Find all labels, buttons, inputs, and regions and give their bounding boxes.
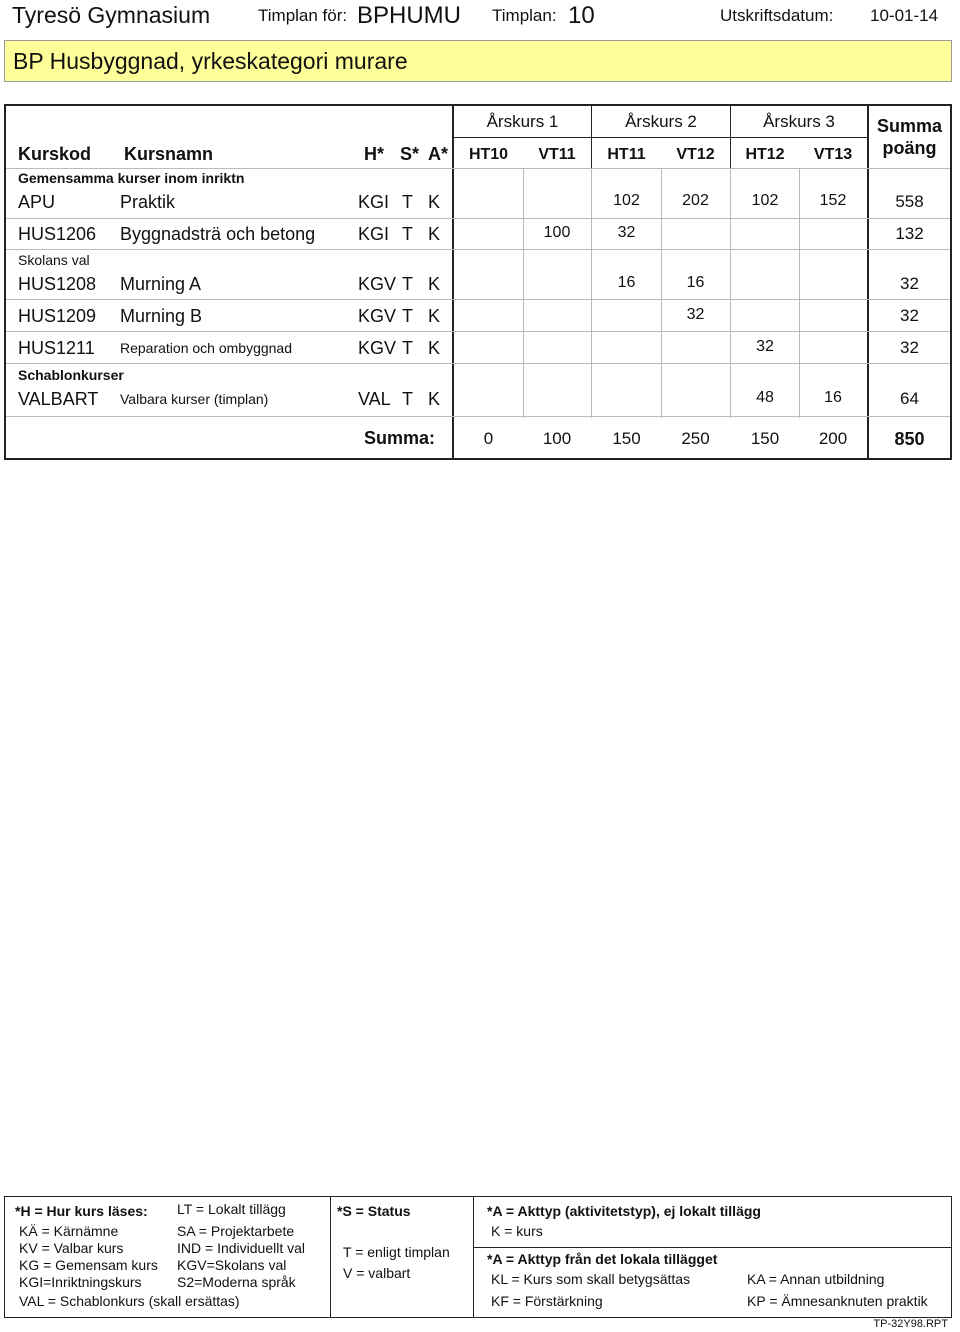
legend-a-title-local: *A = Akttyp från det lokala tillägget [487, 1251, 718, 1267]
s-header: S* [400, 144, 420, 164]
course-a: K [428, 192, 441, 212]
term-value: 32 [686, 306, 705, 323]
course-h: KGI [358, 224, 390, 244]
course-code: HUS1211 [18, 338, 95, 358]
section-gemensamma: Gemensamma kurser inom inriktn [18, 170, 245, 186]
a-header: A* [428, 144, 449, 164]
course-sum: 32 [900, 306, 919, 325]
grid-h [6, 249, 950, 250]
summa-term: 150 [612, 429, 641, 448]
course-h: KGV [358, 338, 397, 358]
term-header: VT13 [813, 146, 853, 163]
report-id: TP-32Y98.RPT [873, 1318, 948, 1330]
grid-h [6, 331, 950, 332]
legend-box [4, 1196, 952, 1318]
course-name: Valbara kurser (timplan) [120, 391, 269, 407]
course-sum: 558 [895, 192, 924, 211]
legend-item: LT = Lokalt tillägg [177, 1201, 286, 1217]
course-s: T [402, 224, 413, 244]
term-value: 16 [617, 274, 636, 291]
summa-term: 100 [542, 429, 572, 448]
course-name: Murning B [120, 306, 203, 326]
term-value: 16 [824, 389, 842, 406]
timeplan-value: 10 [568, 2, 595, 29]
legend-item: KA = Annan utbildning [747, 1271, 885, 1287]
school-name: Tyresö Gymnasium [12, 2, 211, 28]
course-a: K [428, 274, 441, 294]
section-skolans-val: Skolans val [18, 252, 90, 268]
summa-total: 850 [894, 429, 925, 449]
divider-year-header [454, 137, 867, 138]
legend-divider [473, 1197, 474, 1317]
legend-item: KP = Ämnesanknuten praktik [747, 1293, 928, 1309]
course-code: HUS1208 [18, 274, 97, 294]
timeplan-for-label: Timplan för: [258, 6, 348, 25]
course-a: K [428, 389, 441, 409]
term-value: 48 [756, 389, 774, 406]
print-date-label: Utskriftsdatum: [720, 6, 834, 25]
grid-h [6, 218, 950, 219]
term-value: 102 [751, 192, 779, 209]
kursnamn-header: Kursnamn [124, 144, 214, 164]
legend-item: KÄ = Kärnämne [19, 1223, 119, 1239]
summa-term: 200 [818, 429, 848, 448]
timeplan-for-value: BPHUMU [357, 2, 462, 29]
grid-h [6, 416, 950, 417]
course-sum: 132 [895, 224, 924, 243]
program-banner [4, 40, 952, 82]
legend-item: KGV=Skolans val [177, 1257, 287, 1273]
timeplan-label: Timplan: [492, 6, 557, 25]
course-name: Reparation och ombyggnad [120, 340, 293, 356]
course-name: Byggnadsträ och betong [120, 224, 316, 244]
year-1-header: Årskurs 1 [486, 112, 559, 131]
legend-item: IND = Individuellt val [177, 1240, 306, 1256]
legend-h-title: *H = Hur kurs läses: [15, 1203, 148, 1219]
legend-item: S2=Moderna språk [177, 1274, 296, 1290]
grid-h [6, 363, 950, 364]
grid-h [6, 168, 950, 169]
course-s: T [402, 306, 413, 326]
term-header: HT12 [745, 146, 785, 163]
poang-header: poäng [882, 138, 937, 158]
course-s: T [402, 338, 413, 358]
course-code: HUS1206 [18, 224, 97, 244]
term-value: 32 [756, 338, 774, 355]
legend-item: KV = Valbar kurs [19, 1240, 124, 1256]
section-schablonkurser: Schablonkurser [18, 367, 124, 383]
legend-divider [474, 1247, 951, 1248]
course-sum: 32 [900, 338, 919, 357]
legend-item: V = valbart [343, 1265, 411, 1281]
course-a: K [428, 306, 441, 326]
course-h: VAL [358, 389, 391, 409]
legend-item: SA = Projektarbete [177, 1223, 295, 1239]
legend-item: KF = Förstärkning [491, 1293, 603, 1309]
legend-item: VAL = Schablonkurs (skall ersättas) [19, 1293, 240, 1309]
course-code: APU [18, 192, 56, 212]
legend-item: T = enligt timplan [343, 1244, 450, 1260]
legend-divider [330, 1197, 331, 1317]
course-code: VALBART [18, 389, 99, 409]
term-value: 16 [686, 274, 705, 291]
course-table [4, 104, 952, 460]
legend-s-title: *S = Status [337, 1203, 411, 1219]
grid-v [523, 168, 524, 418]
summa-term: 0 [483, 429, 494, 448]
term-header: HT11 [607, 146, 646, 163]
term-value: 152 [819, 192, 847, 209]
course-s: T [402, 192, 413, 212]
term-value: 32 [617, 224, 636, 241]
course-h: KGV [358, 274, 397, 294]
course-sum: 32 [900, 274, 919, 293]
course-sum: 64 [900, 389, 919, 408]
course-h: KGV [358, 306, 397, 326]
legend-item: K = kurs [491, 1223, 543, 1239]
course-name: Praktik [120, 192, 176, 212]
course-h: KGI [358, 192, 390, 212]
course-code: HUS1209 [18, 306, 97, 326]
course-a: K [428, 224, 441, 244]
program-title: BP Husbyggnad, yrkeskategori murare [13, 48, 408, 74]
term-value: 202 [682, 192, 709, 209]
h-header: H* [364, 144, 385, 164]
legend-item: KL = Kurs som skall betygsättas [491, 1271, 691, 1287]
grid-h [6, 299, 950, 300]
legend-item: KG = Gemensam kurs [19, 1257, 158, 1273]
summa-label: Summa: [364, 428, 436, 448]
course-s: T [402, 274, 413, 294]
term-header: HT10 [468, 146, 509, 163]
summa-header: Summa [876, 116, 943, 136]
course-a: K [428, 338, 441, 358]
term-value: 102 [613, 192, 640, 209]
print-date-value: 10-01-14 [870, 6, 939, 25]
term-value: 100 [543, 224, 571, 241]
summa-term: 250 [681, 429, 710, 448]
course-s: T [402, 389, 413, 409]
legend-a-title: *A = Akttyp (aktivitetstyp), ej lokalt tillägg [487, 1203, 761, 1219]
term-header: VT11 [538, 146, 576, 163]
term-header: VT12 [676, 146, 715, 163]
kurskod-header: Kurskod [18, 144, 92, 164]
course-name: Murning A [120, 274, 202, 294]
year-3-header: Årskurs 3 [763, 112, 835, 131]
summa-term: 150 [750, 429, 780, 448]
year-2-header: Årskurs 2 [625, 112, 697, 131]
legend-item: KGI=Inriktningskurs [19, 1274, 142, 1290]
